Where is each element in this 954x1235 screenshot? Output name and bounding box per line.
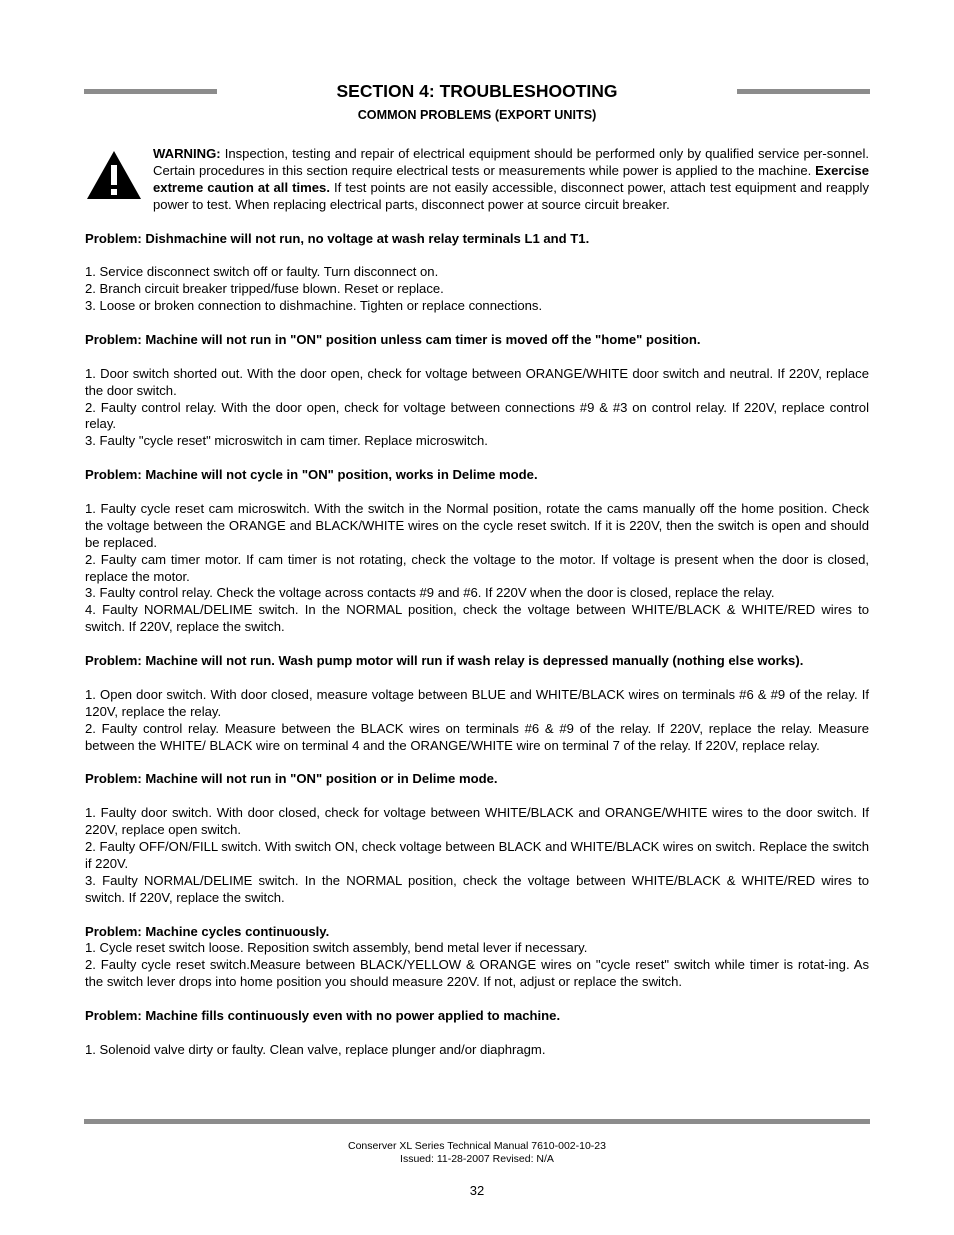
problem-title: Problem: Machine will not cycle in "ON" position, works in Delime mode.	[85, 467, 538, 483]
problem-title: Problem: Machine will not run in "ON" position unless cam timer is moved off the "home" position.	[85, 331, 701, 347]
warning-emphasis: Exercise extreme caution at all times.	[153, 162, 869, 195]
problem-title: Problem: Dishmachine will not run, no voltage at wash relay terminals L1 and T1.	[85, 230, 590, 246]
page-content	[85, 146, 869, 1059]
warning-text: WARNING: Inspection, testing and repair of electrical equipment should be performed only by qualified service per-sonnel. Certain procedures in this section require electrical tests or measurements while power is applied to the machine. Exercise extreme caution at all times. If test points are not easily accessible, disconnect power, attach test equipment and reapply power to test. When replacing electrical parts, disconnect power at source circuit breaker.	[153, 146, 869, 212]
footer	[0, 1140, 954, 1166]
warning-label: WARNING:	[153, 146, 221, 161]
list-item: 1. Open door switch. With door closed, measure voltage between BLUE and WHITE/BLACK wires on terminals #6 & #9 of the relay. If 120V, replace the relay.	[85, 686, 869, 719]
list-item: 2. Faulty cycle reset switch.Measure between BLACK/YELLOW & ORANGE wires on "cycle reset" switch while timer is rotat-ing. As the switch lever drops into home position you should measure 220V. If not, adjust or replace the switch.	[85, 957, 869, 990]
list-item: 1. Cycle reset switch loose. Reposition switch assembly, bend metal lever if necessary.	[85, 940, 588, 956]
warning-triangle-icon	[85, 149, 143, 201]
list-item: 1. Faulty cycle reset cam microswitch. With the switch in the Normal position, rotate the cams manually off the home position. Check the voltage between the ORANGE and BLACK/WHITE wires on the cycle reset switch. If it is 220V, then the switch is open and should be replaced.	[85, 500, 869, 550]
list-item: 3. Loose or broken connection to dishmachine. Tighten or replace connections.	[85, 298, 543, 314]
footer-issue-date: Issued: 11-28-2007 Revised: N/A	[400, 1153, 554, 1165]
list-item: 2. Branch circuit breaker tripped/fuse blown. Reset or replace.	[85, 281, 444, 297]
list-item: 2. Faulty control relay. With the door open, check for voltage between connections #9 & #3 on control relay. If 220V, replace control relay.	[85, 399, 869, 432]
list-item: 2. Faulty control relay. Measure between the BLACK wires on terminals #6 & #9 of the relay. If 220V, replace the relay. Measure between the WHITE/ BLACK wire on terminal 4 and the ORANGE/WHITE wire on terminal 7 of the relay. If 220V, replace relay.	[85, 720, 869, 753]
section-title: SECTION 4: TROUBLESHOOTING	[336, 81, 618, 101]
section-subtitle: COMMON PROBLEMS (EXPORT UNITS)	[357, 108, 597, 122]
list-item: 1. Service disconnect switch off or faulty. Turn disconnect on.	[85, 264, 439, 280]
problem-title: Problem: Machine fills continuously even with no power applied to machine.	[85, 1008, 561, 1024]
footer-manual-title: Conserver XL Series Technical Manual 7610-002-10-23	[348, 1140, 606, 1152]
list-item: 1. Door switch shorted out. With the door open, check for voltage between ORANGE/WHITE door switch and neutral. If 220V, replace the door switch.	[85, 365, 869, 398]
warning-block	[85, 146, 869, 214]
page-number: 32	[469, 1183, 485, 1198]
list-item: 1. Faulty door switch. With door closed, check for voltage between WHITE/BLACK and ORANGE/WHITE wires to the door switch. If 220V, replace open switch.	[85, 805, 869, 838]
problem-title: Problem: Machine will not run. Wash pump motor will run if wash relay is depressed manually (nothing else works).	[85, 653, 804, 669]
footer-rule	[84, 1119, 870, 1124]
problem-title: Problem: Machine cycles continuously.	[85, 923, 330, 939]
list-item: 3. Faulty "cycle reset" microswitch in cam timer. Replace microswitch.	[85, 433, 488, 449]
list-item: 3. Faulty NORMAL/DELIME switch. In the NORMAL position, check the voltage between WHITE/BLACK & WHITE/RED wires to switch. If 220V, replace the switch.	[85, 872, 869, 905]
list-item: 1. Solenoid valve dirty or faulty. Clean valve, replace plunger and/or diaphragm.	[85, 1041, 546, 1057]
list-item: 2. Faulty cam timer motor. If cam timer is not rotating, check the voltage to the motor. If voltage is present when the door is closed, replace the motor.	[85, 551, 869, 584]
list-item: 3. Faulty control relay. Check the voltage across contacts #9 and #6. If 220V when the door is closed, replace the relay.	[85, 585, 775, 601]
list-item: 2. Faulty OFF/ON/FILL switch. With switch ON, check voltage between BLACK and WHITE/BLACK wires on switch. Replace the switch if 220V.	[85, 839, 869, 871]
list-item: 4. Faulty NORMAL/DELIME switch. In the NORMAL position, check the voltage between WHITE/BLACK & WHITE/RED wires to switch. If 220V, replace the switch.	[85, 602, 869, 635]
problem-title: Problem: Machine will not run in "ON" position or in Delime mode.	[85, 771, 498, 787]
